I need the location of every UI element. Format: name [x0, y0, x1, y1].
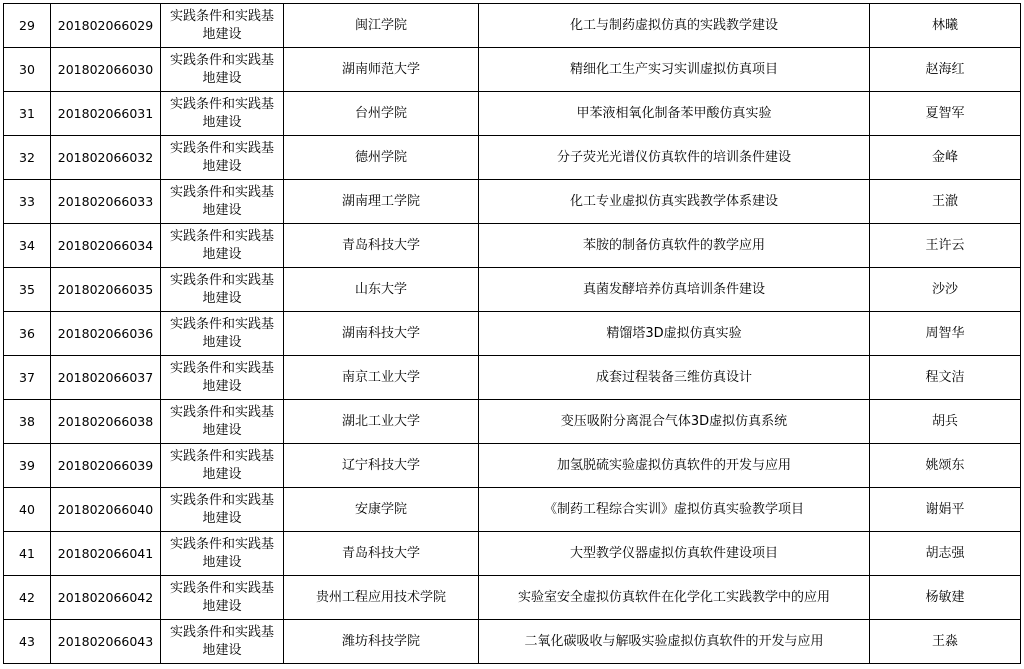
cell-index: 32	[4, 136, 51, 180]
cell-person: 胡兵	[870, 400, 1021, 444]
cell-person: 程文洁	[870, 356, 1021, 400]
cell-project-code: 201802066031	[51, 92, 161, 136]
cell-index: 39	[4, 444, 51, 488]
cell-school: 贵州工程应用技术学院	[284, 576, 479, 620]
cell-index: 33	[4, 180, 51, 224]
cell-category: 实践条件和实践基地建设	[161, 180, 284, 224]
cell-index: 36	[4, 312, 51, 356]
cell-project-name: 化工专业虚拟仿真实践教学体系建设	[479, 180, 870, 224]
cell-index: 38	[4, 400, 51, 444]
table-row	[4, 136, 1021, 180]
cell-project-name: 苯胺的制备仿真软件的教学应用	[479, 224, 870, 268]
cell-project-code: 201802066040	[51, 488, 161, 532]
cell-category: 实践条件和实践基地建设	[161, 268, 284, 312]
cell-project-code: 201802066041	[51, 532, 161, 576]
cell-category: 实践条件和实践基地建设	[161, 136, 284, 180]
cell-school: 南京工业大学	[284, 356, 479, 400]
cell-category: 实践条件和实践基地建设	[161, 356, 284, 400]
cell-person: 谢娟平	[870, 488, 1021, 532]
cell-school: 湖南理工学院	[284, 180, 479, 224]
cell-category: 实践条件和实践基地建设	[161, 532, 284, 576]
cell-school: 湖南科技大学	[284, 312, 479, 356]
cell-school: 辽宁科技大学	[284, 444, 479, 488]
cell-project-name: 变压吸附分离混合气体3D虚拟仿真系统	[479, 400, 870, 444]
cell-project-name: 大型教学仪器虚拟仿真软件建设项目	[479, 532, 870, 576]
table-row	[4, 620, 1021, 664]
cell-school: 安康学院	[284, 488, 479, 532]
cell-project-code: 201802066034	[51, 224, 161, 268]
cell-project-code: 201802066033	[51, 180, 161, 224]
cell-project-code: 201802066042	[51, 576, 161, 620]
cell-index: 31	[4, 92, 51, 136]
table-row	[4, 576, 1021, 620]
cell-project-code: 201802066039	[51, 444, 161, 488]
table-body	[4, 4, 1021, 664]
cell-project-code: 201802066035	[51, 268, 161, 312]
cell-project-code: 201802066036	[51, 312, 161, 356]
cell-project-code: 201802066037	[51, 356, 161, 400]
cell-school: 山东大学	[284, 268, 479, 312]
cell-category: 实践条件和实践基地建设	[161, 576, 284, 620]
cell-index: 40	[4, 488, 51, 532]
table-row	[4, 224, 1021, 268]
cell-category: 实践条件和实践基地建设	[161, 400, 284, 444]
cell-person: 王许云	[870, 224, 1021, 268]
cell-person: 杨敏建	[870, 576, 1021, 620]
cell-project-name: 成套过程装备三维仿真设计	[479, 356, 870, 400]
cell-project-code: 201802066038	[51, 400, 161, 444]
cell-index: 35	[4, 268, 51, 312]
cell-school: 青岛科技大学	[284, 532, 479, 576]
cell-school: 台州学院	[284, 92, 479, 136]
table-row	[4, 444, 1021, 488]
cell-person: 姚颂东	[870, 444, 1021, 488]
cell-category: 实践条件和实践基地建设	[161, 488, 284, 532]
cell-project-name: 真菌发酵培养仿真培训条件建设	[479, 268, 870, 312]
cell-school: 闽江学院	[284, 4, 479, 48]
project-table	[3, 3, 1021, 664]
cell-person: 沙沙	[870, 268, 1021, 312]
cell-school: 青岛科技大学	[284, 224, 479, 268]
cell-index: 29	[4, 4, 51, 48]
cell-project-name: 分子荧光光谱仪仿真软件的培训条件建设	[479, 136, 870, 180]
table-row	[4, 180, 1021, 224]
cell-school: 德州学院	[284, 136, 479, 180]
cell-index: 30	[4, 48, 51, 92]
cell-index: 34	[4, 224, 51, 268]
cell-person: 王澈	[870, 180, 1021, 224]
cell-category: 实践条件和实践基地建设	[161, 92, 284, 136]
table-row	[4, 312, 1021, 356]
cell-project-name: 《制药工程综合实训》虚拟仿真实验教学项目	[479, 488, 870, 532]
cell-person: 胡志强	[870, 532, 1021, 576]
cell-index: 37	[4, 356, 51, 400]
cell-project-name: 精细化工生产实习实训虚拟仿真项目	[479, 48, 870, 92]
table-row	[4, 92, 1021, 136]
cell-project-name: 化工与制药虚拟仿真的实践教学建设	[479, 4, 870, 48]
cell-school: 湖南师范大学	[284, 48, 479, 92]
cell-category: 实践条件和实践基地建设	[161, 444, 284, 488]
cell-category: 实践条件和实践基地建设	[161, 48, 284, 92]
cell-project-name: 精馏塔3D虚拟仿真实验	[479, 312, 870, 356]
table-row	[4, 532, 1021, 576]
cell-category: 实践条件和实践基地建设	[161, 312, 284, 356]
cell-category: 实践条件和实践基地建设	[161, 4, 284, 48]
cell-project-name: 甲苯液相氧化制备苯甲酸仿真实验	[479, 92, 870, 136]
cell-school: 湖北工业大学	[284, 400, 479, 444]
table-row	[4, 48, 1021, 92]
cell-index: 43	[4, 620, 51, 664]
table-row	[4, 356, 1021, 400]
cell-person: 周智华	[870, 312, 1021, 356]
cell-index: 41	[4, 532, 51, 576]
cell-person: 夏智军	[870, 92, 1021, 136]
cell-category: 实践条件和实践基地建设	[161, 620, 284, 664]
cell-person: 王淼	[870, 620, 1021, 664]
cell-person: 林曦	[870, 4, 1021, 48]
cell-project-code: 201802066043	[51, 620, 161, 664]
table-row	[4, 488, 1021, 532]
cell-project-code: 201802066032	[51, 136, 161, 180]
cell-category: 实践条件和实践基地建设	[161, 224, 284, 268]
table-row	[4, 268, 1021, 312]
cell-project-name: 实验室安全虚拟仿真软件在化学化工实践教学中的应用	[479, 576, 870, 620]
cell-index: 42	[4, 576, 51, 620]
cell-person: 赵海红	[870, 48, 1021, 92]
cell-school: 潍坊科技学院	[284, 620, 479, 664]
cell-project-code: 201802066029	[51, 4, 161, 48]
table-row	[4, 400, 1021, 444]
table-row	[4, 4, 1021, 48]
cell-project-code: 201802066030	[51, 48, 161, 92]
cell-project-name: 二氧化碳吸收与解吸实验虚拟仿真软件的开发与应用	[479, 620, 870, 664]
cell-project-name: 加氢脱硫实验虚拟仿真软件的开发与应用	[479, 444, 870, 488]
cell-person: 金峰	[870, 136, 1021, 180]
